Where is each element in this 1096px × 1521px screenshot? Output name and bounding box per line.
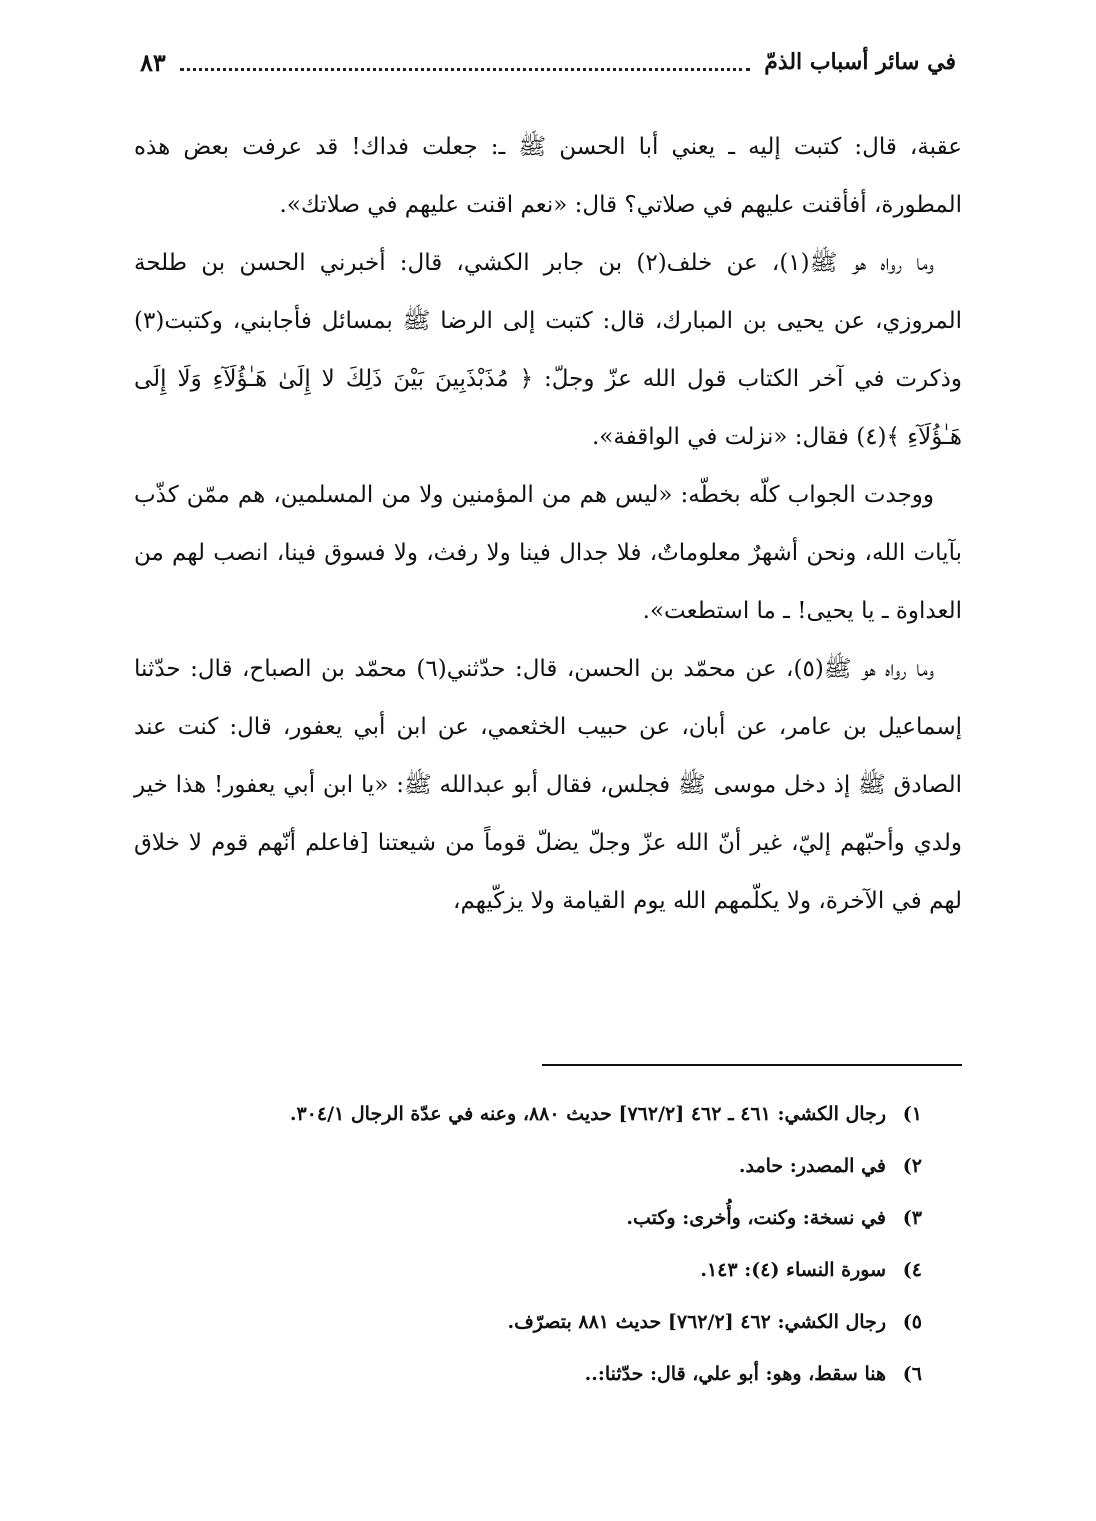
footnote-number: ٤) [902, 1259, 922, 1281]
paragraph: وما رواه هو ﷺ(٥)، عن محمّد بن الحسن، قال: حدّثني(٦) محمّد بن الصباح، قال: حدّثنا إسماعيل بن عامر، عن أبان، عن حبيب الخثعمي، عن ابن أبي يعفور، قال: كنت عند الصادق ﷺ إذ دخل موسى ﷺ فجلس، فقال أبو عبدالله ﷺ: «يا ابن أبي يعفور! هذا خير ولدي وأحبّهم إليّ، غير أنّ الله عزّ وجلّ يضلّ قوماً من شيعتنا [فاعلم أنّهم قوم لا خلاق لهم في الآخرة، ولا يكلّمهم الله يوم القيامة ولا يزكّيهم، [134, 656, 962, 914]
main-text [134, 118, 962, 930]
footnote-text: في المصدر: حامد. [738, 1155, 886, 1177]
footnote-number: ٦) [902, 1363, 922, 1385]
paragraph: ووجدت الجواب كلّه بخطّه: «ليس هم من المؤمنين ولا من المسلمين، هم ممّن كذّب بآيات الله، ونحن أشهرٌ معلوماتٌ، فلا جدال فينا ولا رفث، ولا فسوق فينا، انصب لهم من العداوة ـ يا يحيى! ـ ما استطعت». [134, 482, 962, 624]
footnote-text: هنا سقط، وهو: أبو علي، قال: حدّثنا:.. [584, 1363, 886, 1385]
footnote-text: سورة النساء (٤): ١٤٣. [700, 1259, 886, 1281]
footnote-number: ٥) [902, 1311, 922, 1333]
footnote [134, 1192, 962, 1244]
paragraph: عقبة، قال: كتبت إليه ـ يعني أبا الحسن ﷺ ـ: جعلت فداك! قد عرفت بعض هذه المطورة، أفأقنت عليهم في صلاتي؟ قال: «نعم اقنت عليهم في صلاتك». [134, 134, 962, 218]
footnote [134, 1088, 962, 1140]
footnote-number: ١) [902, 1103, 922, 1125]
footnote-text: رجال الكشي: ٤٦١ ـ ٤٦٢ [٧٦٢/٢] حديث ٨٨٠، وعنه في عدّة الرجال ٣٠٤/١. [289, 1103, 886, 1125]
footnotes [134, 1088, 962, 1400]
running-title: في سائر أسباب الذمّ [764, 49, 956, 75]
page-number: ٨٣ [140, 47, 166, 77]
page-header [140, 42, 956, 82]
footnote [134, 1140, 962, 1192]
footnote-text: في نسخة: وكنت، وأُخرى: وكتب. [626, 1207, 886, 1229]
leader-dots [180, 66, 750, 71]
footnote [134, 1348, 962, 1400]
footnote-number: ٣) [902, 1207, 922, 1229]
footnote-text: رجال الكشي: ٤٦٢ [٧٦٢/٢] حديث ٨٨١ بتصرّف. [507, 1311, 886, 1333]
footnote [134, 1244, 962, 1296]
footnote-separator [542, 1064, 962, 1066]
footnote [134, 1296, 962, 1348]
footnote-number: ٢) [902, 1155, 922, 1177]
paragraph: وما رواه هو ﷺ(١)، عن خلف(٢) بن جابر الكشي، قال: أخبرني الحسن بن طلحة المروزي، عن يحيى بن المبارك، قال: كتبت إلى الرضا ﷺ بمسائل فأجابني، وكتبت(٣) وذكرت في آخر الكتاب قول الله عزّ وجلّ: ﴿ مُذَبْذَبِينَ بَيْنَ ذَلِكَ لا إِلَىٰ هَـٰؤُلَآءِ وَلَا إِلَى هَـٰؤُلَآءِ ﴾(٤) فقال: «نزلت في الواقفة». [134, 250, 962, 450]
